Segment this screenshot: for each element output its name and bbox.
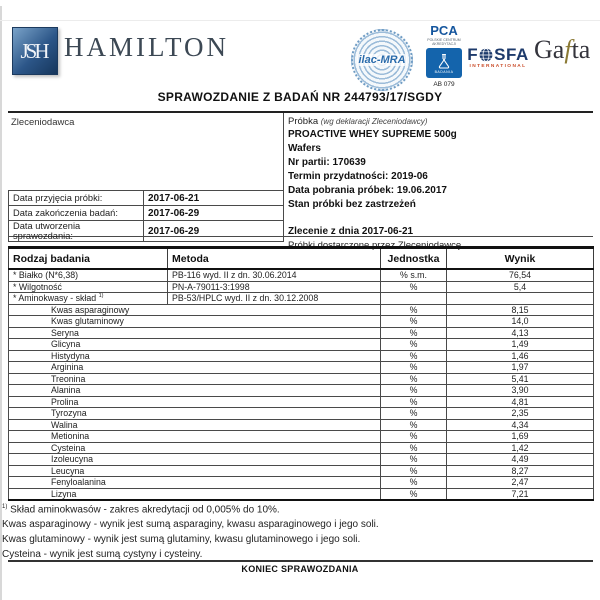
results-table-wrap: [8, 246, 594, 501]
cell-result: 3,90: [447, 385, 594, 397]
cell-name: Prolina: [9, 396, 381, 408]
footnote-marker: 1): [98, 293, 104, 300]
table-row: [9, 488, 594, 500]
cell-name: Izoleucyna: [9, 454, 381, 466]
gafta-part3: ta: [571, 35, 591, 64]
cell-name: Lizyna: [9, 488, 381, 500]
cell-name: Seryna: [9, 327, 381, 339]
pca-box-label: BADANIA: [434, 69, 454, 74]
cell-name: Cysteina: [9, 442, 381, 454]
table-row: [9, 385, 594, 397]
footnote-text: Skład aminokwasów - zakres akredytacji od 0,005% do 10%.: [10, 504, 280, 516]
end-rule: [8, 560, 593, 562]
fosfa-title-right: SFA: [494, 45, 529, 64]
results-table: [8, 246, 594, 501]
sample-product-name: PROACTIVE WHEY SUPREME 500g: [288, 129, 457, 140]
cell-method: PB-116 wyd. II z dn. 30.06.2014: [168, 269, 381, 281]
table-row: [9, 442, 594, 454]
cell-name: Kwas glutaminowy: [9, 316, 381, 328]
date-label: Data przyjęcia próbki:: [9, 191, 144, 206]
sample-expiry: Termin przydatności: 2019-06: [288, 171, 428, 182]
table-row: [9, 431, 594, 443]
dates-table: [8, 190, 284, 242]
pca-title: PCA: [430, 23, 458, 38]
cell-unit: %: [381, 408, 447, 420]
gafta-logo: [534, 35, 590, 65]
end-of-report-label: KONIEC SPRAWOZDANIA: [241, 564, 359, 574]
ilac-mra-logo: [351, 29, 413, 91]
footnote-marker: 1): [2, 504, 8, 510]
cell-result: 5,4: [447, 281, 594, 293]
table-row: [9, 454, 594, 466]
pca-accreditation-number: AB 079: [433, 81, 455, 88]
gafta-part2: f: [564, 35, 572, 64]
table-row: [9, 350, 594, 362]
table-row: [9, 373, 594, 385]
sample-label-note: (wg deklaracji Zleceniodawcy): [320, 117, 428, 126]
fosfa-logo: [466, 46, 530, 69]
cell-result: [447, 293, 594, 305]
cell-result: 76,54: [447, 269, 594, 281]
cell-result: 1,97: [447, 362, 594, 374]
sample-type: Wafers: [288, 143, 321, 154]
sample-collection-date: Data pobrania próbek: 19.06.2017: [288, 185, 447, 196]
cell-unit: %: [381, 316, 447, 328]
cell-name: Tyrozyna: [9, 408, 381, 420]
column-header-jednostka: Jednostka: [381, 248, 447, 270]
cell-unit: % s.m.: [381, 269, 447, 281]
table-row: [9, 316, 594, 328]
cell-result: 8,15: [447, 304, 594, 316]
cell-result: 2,47: [447, 477, 594, 489]
cell-unit: %: [381, 304, 447, 316]
pca-logo: [423, 24, 465, 88]
cell-result: 1,46: [447, 350, 594, 362]
cell-unit: %: [381, 419, 447, 431]
cell-unit: %: [381, 488, 447, 500]
date-value: 2017-06-21: [144, 191, 284, 206]
cell-name: Metionina: [9, 431, 381, 443]
cell-name: [9, 293, 168, 305]
footnote-line: Kwas glutaminowy - wynik jest sumą glutaminy, kwasu glutaminowego i jego soli.: [2, 534, 361, 546]
cell-name: Histydyna: [9, 350, 381, 362]
table-row: [9, 206, 284, 221]
cell-result: 4,49: [447, 454, 594, 466]
sample-batch: Nr partii: 170639: [288, 157, 366, 168]
cell-unit: %: [381, 465, 447, 477]
cell-name: Arginina: [9, 362, 381, 374]
column-header-metoda: Metoda: [168, 248, 381, 270]
fosfa-title: [466, 46, 530, 63]
cell-unit: [381, 293, 447, 305]
column-header-wynik: Wynik: [447, 248, 594, 270]
cell-name: * Białko (N*6,38): [9, 269, 168, 281]
cell-unit: %: [381, 477, 447, 489]
cell-method: PN-A-79011-3:1998: [168, 281, 381, 293]
cell-result: 1,49: [447, 339, 594, 351]
cell-name: * Wilgotność: [9, 281, 168, 293]
cell-unit: %: [381, 281, 447, 293]
table-row: [9, 327, 594, 339]
cell-result: 1,69: [447, 431, 594, 443]
cell-name: Treonina: [9, 373, 381, 385]
sample-header: [288, 116, 588, 128]
date-label: Data zakończenia badań:: [9, 206, 144, 221]
fosfa-title-left: F: [467, 45, 479, 64]
fosfa-subtitle: INTERNATIONAL: [469, 64, 527, 69]
info-section: [8, 111, 593, 251]
table-row: [9, 269, 594, 281]
footnote-line: Kwas asparaginowy - wynik jest sumą asparaginy, kwasu asparaginowego i jego soli.: [2, 519, 379, 531]
pca-badge-box: [426, 48, 462, 78]
sample-condition: Stan próbki bez zastrzeżeń: [288, 199, 416, 210]
cell-unit: %: [381, 327, 447, 339]
cell-result: 5,41: [447, 373, 594, 385]
sample-section: [288, 116, 588, 253]
pca-org-text: POLSKIE CENTRUM AKREDYTACJI: [427, 38, 461, 46]
cell-result: 4,34: [447, 419, 594, 431]
footnotes: [2, 500, 592, 562]
table-row: [9, 362, 594, 374]
table-row: [9, 304, 594, 316]
cell-method: PB-53/HPLC wyd. II z dn. 30.12.2008: [168, 293, 381, 305]
table-row: [9, 293, 594, 305]
date-value: 2017-06-29: [144, 206, 284, 221]
cell-name: Fenyloalanina: [9, 477, 381, 489]
globe-icon: [479, 48, 493, 62]
cell-result: 14,0: [447, 316, 594, 328]
sample-label: Próbka: [288, 116, 319, 127]
gafta-part1: Ga: [534, 35, 565, 64]
footnote-line: [2, 500, 592, 517]
cell-unit: %: [381, 373, 447, 385]
cell-name: Walina: [9, 419, 381, 431]
cell-name-text: * Aminokwasy - skład: [13, 293, 97, 304]
brand-name: HAMILTON: [64, 32, 230, 62]
cell-result: 1,42: [447, 442, 594, 454]
table-row: [9, 339, 594, 351]
table-row: [9, 221, 284, 242]
cell-result: 7,21: [447, 488, 594, 500]
footnote-line: Cysteina - wynik jest sumą cystyny i cysteiny.: [2, 549, 203, 561]
table-row: [9, 408, 594, 420]
date-value: 2017-06-29: [144, 221, 284, 242]
cell-name: Glicyna: [9, 339, 381, 351]
cell-unit: %: [381, 442, 447, 454]
jsh-logo: [12, 27, 58, 75]
report-title: SPRAWOZDANIE Z BADAŃ NR 244793/17/SGDY: [157, 90, 443, 104]
order-line: Zlecenie z dnia 2017-06-21: [288, 226, 414, 237]
table-row: [9, 281, 594, 293]
column-header-rodzaj: Rodzaj badania: [9, 248, 168, 270]
cell-result: 4,13: [447, 327, 594, 339]
cell-unit: %: [381, 431, 447, 443]
cell-name: Kwas asparaginowy: [9, 304, 381, 316]
delivery-line: Próbki dostarczone przez Zleceniodawcę: [288, 240, 462, 251]
results-header-row: [9, 248, 594, 270]
cell-result: 4,81: [447, 396, 594, 408]
page-top-edge: [0, 20, 600, 21]
cell-unit: %: [381, 362, 447, 374]
table-row: [9, 191, 284, 206]
cell-unit: %: [381, 396, 447, 408]
table-row: [9, 419, 594, 431]
cell-unit: %: [381, 385, 447, 397]
cell-name: Alanina: [9, 385, 381, 397]
ilac-mra-label: ilac-MRA: [358, 54, 406, 66]
table-row: [9, 477, 594, 489]
cell-unit: %: [381, 350, 447, 362]
table-row: [9, 465, 594, 477]
cell-unit: %: [381, 339, 447, 351]
cell-unit: %: [381, 454, 447, 466]
client-label: Zleceniodawca: [11, 117, 75, 128]
flask-icon: [437, 53, 451, 69]
cell-result: 8,27: [447, 465, 594, 477]
cell-name: Leucyna: [9, 465, 381, 477]
date-label: Data utworzenia sprawozdania:: [9, 221, 144, 242]
cell-result: 2,35: [447, 408, 594, 420]
table-row: [9, 396, 594, 408]
jsh-logo-initials: JSH: [20, 38, 47, 63]
